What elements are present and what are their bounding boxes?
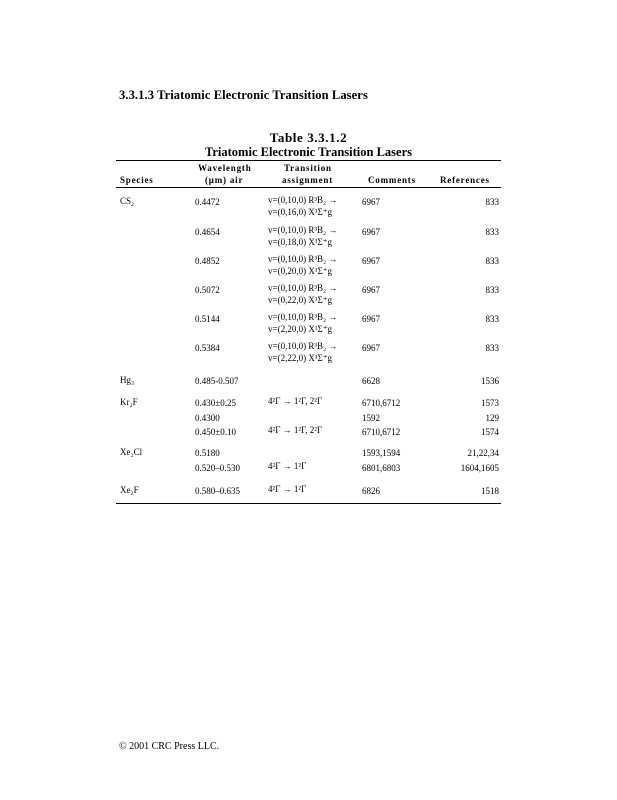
row-7-comments: 6710,6712: [362, 398, 401, 408]
row-3-comments: 6967: [362, 285, 380, 295]
row-8-wavelength: 0.4300: [195, 413, 220, 423]
row-4-transition-upper: v=(0,10,0) R³B₂ →: [268, 312, 338, 322]
row-7-wavelength: 0.430±0.25: [195, 398, 236, 408]
row-12-transition-upper: 4²Γ → 1²Γ: [268, 484, 307, 494]
row-11-wavelength: 0.520–0.530: [195, 463, 240, 473]
header-species: Species: [120, 175, 154, 185]
row-0-transition-lower: v=(0,16,0) X¹Σ⁺g: [268, 207, 333, 217]
row-10-references: 21,22,34: [467, 448, 499, 458]
species-label-xe2cl: Xe₂Cl: [120, 447, 143, 457]
header-wavelength-top: Wavelength: [198, 163, 252, 173]
header-references: References: [440, 175, 490, 185]
header-comments: Comments: [368, 175, 416, 185]
row-9-transition-upper: 4²Γ → 1²Γ, 2²Γ: [268, 425, 323, 435]
row-11-transition-upper: 4²Γ → 1²Γ: [268, 461, 307, 471]
row-5-references: 833: [485, 343, 499, 353]
row-8-comments: 1592: [362, 413, 380, 423]
species-label-cs2: CS₂: [120, 196, 135, 206]
species-label-hg3: Hg₃: [120, 375, 135, 385]
row-1-transition-upper: v=(0,10,0) R³B₂ →: [268, 225, 338, 235]
row-9-comments: 6710,6712: [362, 427, 401, 437]
row-2-transition-lower: v=(0,20,0) X¹Σ⁺g: [268, 266, 333, 276]
row-2-references: 833: [485, 256, 499, 266]
row-7-references: 1573: [481, 398, 499, 408]
table-top-rule: [116, 160, 501, 161]
table-number: Table 3.3.1.2: [269, 130, 348, 145]
row-2-comments: 6967: [362, 256, 380, 266]
row-6-references: 1536: [481, 376, 499, 386]
row-9-references: 1574: [481, 427, 499, 437]
row-2-wavelength: 0.4852: [195, 256, 220, 266]
row-4-references: 833: [485, 314, 499, 324]
row-0-wavelength: 0.4472: [195, 197, 220, 207]
table-header-rule: [116, 187, 501, 188]
row-12-references: 1518: [481, 486, 499, 496]
row-5-wavelength: 0.5384: [195, 343, 220, 353]
row-0-transition-upper: v=(0,10,0) R³B₂ →: [268, 195, 338, 205]
species-label-xe2f: Xe₂F: [120, 485, 139, 495]
row-0-comments: 6967: [362, 197, 380, 207]
row-7-transition-upper: 4²Γ → 1²Γ, 2²Γ: [268, 396, 323, 406]
row-3-transition-upper: v=(0,10,0) R³B₂ →: [268, 283, 338, 293]
section-title: 3.3.1.3 Triatomic Electronic Transition Lasers: [119, 88, 368, 102]
row-0-references: 833: [485, 197, 499, 207]
copyright-footer: © 2001 CRC Press LLC.: [119, 741, 220, 752]
row-1-wavelength: 0.4654: [195, 227, 220, 237]
row-9-wavelength: 0.450±0.10: [195, 427, 236, 437]
row-1-comments: 6967: [362, 227, 380, 237]
table-bottom-rule: [116, 503, 501, 504]
row-5-comments: 6967: [362, 343, 380, 353]
row-5-transition-upper: v=(0,10,0) R³B₂ →: [268, 341, 338, 351]
row-12-comments: 6826: [362, 486, 380, 496]
row-3-wavelength: 0.5072: [195, 285, 220, 295]
row-6-comments: 6628: [362, 376, 380, 386]
row-4-transition-lower: v=(2,20,0) X¹Σ⁺g: [268, 324, 333, 334]
row-4-wavelength: 0.5144: [195, 314, 220, 324]
row-8-references: 129: [485, 413, 499, 423]
row-6-wavelength: 0.485-0.507: [195, 376, 239, 386]
table-title: Triatomic Electronic Transition Lasers: [204, 145, 413, 159]
row-11-references: 1604,1605: [460, 463, 499, 473]
row-5-transition-lower: v=(2,22,0) X¹Σ⁺g: [268, 353, 333, 363]
header-transition-bottom: assignment: [282, 175, 334, 185]
row-4-comments: 6967: [362, 314, 380, 324]
row-10-comments: 1593,1594: [362, 448, 401, 458]
row-3-transition-lower: v=(0,22,0) X¹Σ⁺g: [268, 295, 333, 305]
row-1-transition-lower: v=(0,18,0) X¹Σ⁺g: [268, 237, 333, 247]
row-10-wavelength: 0.5180: [195, 448, 220, 458]
header-wavelength-bottom: (μm) air: [205, 175, 244, 185]
row-3-references: 833: [485, 285, 499, 295]
row-2-transition-upper: v=(0,10,0) R³B₂ →: [268, 254, 338, 264]
species-label-kr2f: Kr₂F: [120, 397, 138, 407]
row-11-comments: 6801,6803: [362, 463, 401, 473]
header-transition-top: Transition: [284, 163, 332, 173]
row-1-references: 833: [485, 227, 499, 237]
row-12-wavelength: 0.580–0.635: [195, 486, 240, 496]
